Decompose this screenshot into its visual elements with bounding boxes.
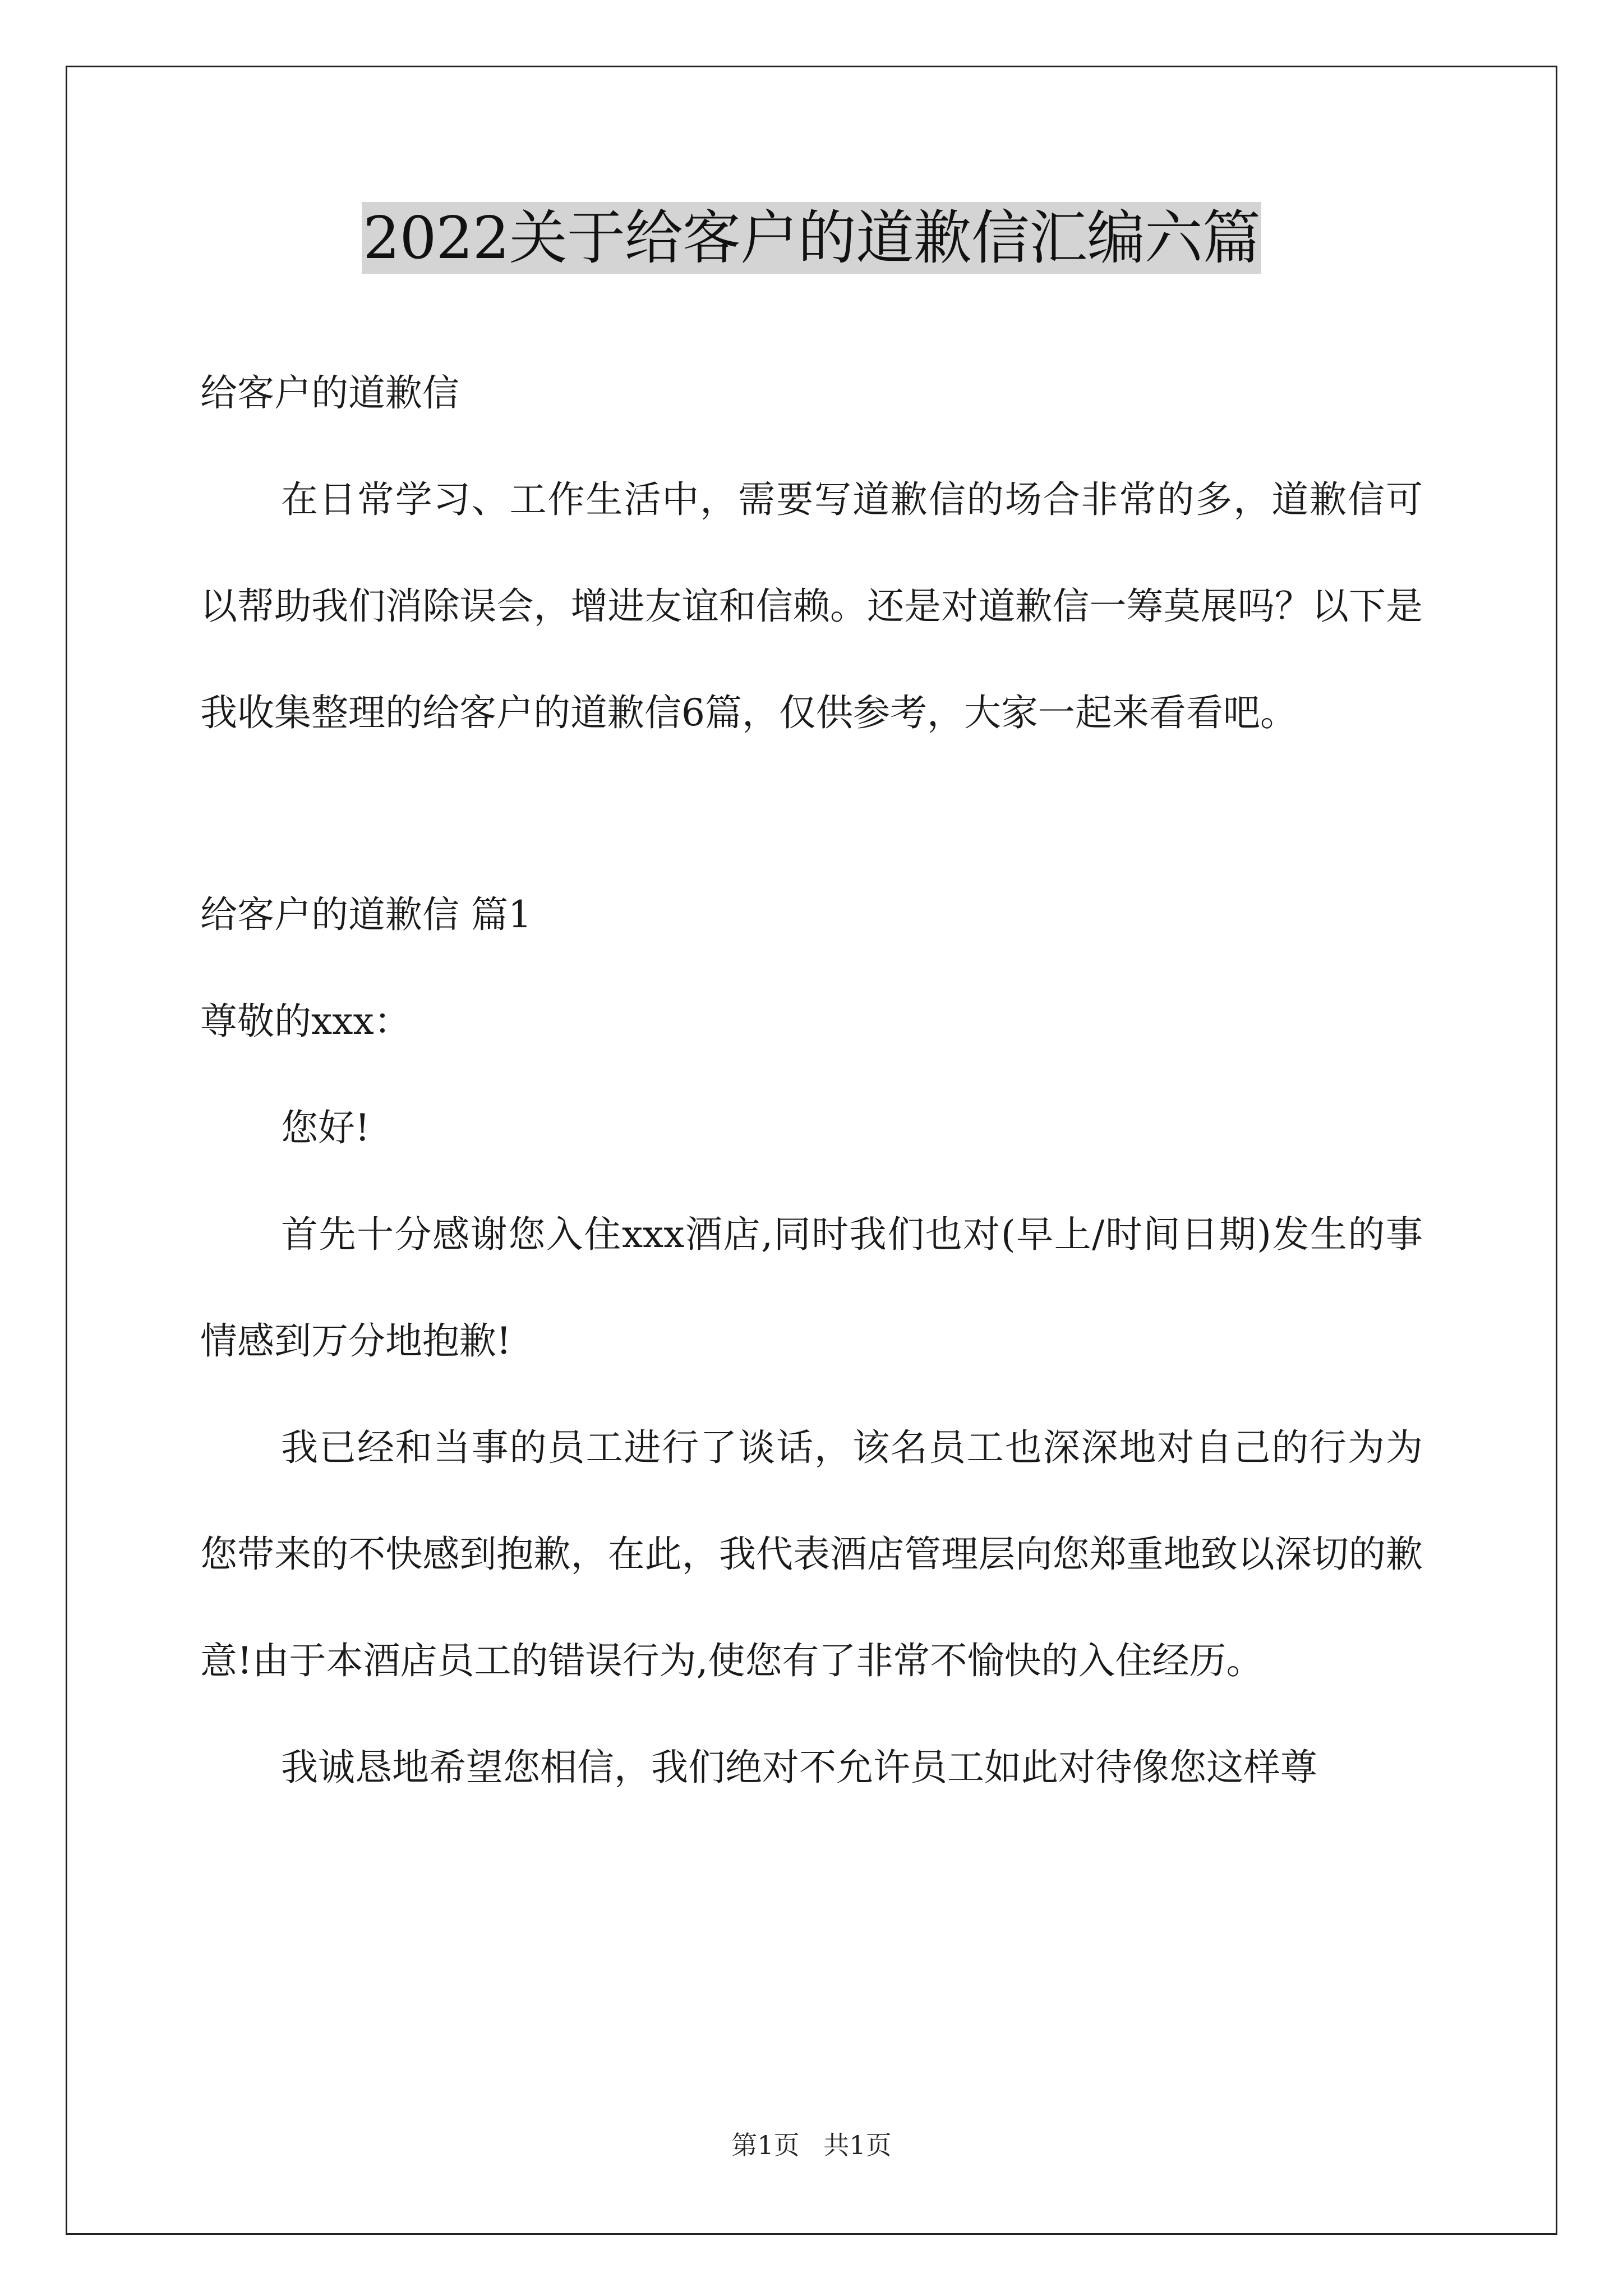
letter-heading: 给客户的道歉信 篇1 (200, 893, 532, 936)
salutation: 尊敬的xxx： (200, 1000, 411, 1043)
body-paragraph: 我诚恳地希望您相信，我们绝对不允许员工如此对待像您这样尊 (281, 1746, 1317, 1789)
intro-paragraph: 在日常学习、工作生活中，需要写道歉信的场合非常的多，道歉信可以帮助我们消除误会，增进友谊和信赖。还是对道歉信一筹莫展吗？以下是我收集整理的给客户的道歉信6篇，仅供参考，大家一起来看看吧。 (200, 478, 1423, 734)
page-number: 第1页 (731, 2130, 800, 2160)
document-body (200, 202, 1423, 1821)
body-paragraph: 首先十分感谢您入住xxx酒店,同时我们也对(早上/时间日期)发生的事情感到万分地抱歉! (200, 1213, 1423, 1363)
title-wrapper (200, 202, 1423, 274)
page-footer (0, 2128, 1623, 2162)
section-heading: 给客户的道歉信 (200, 371, 459, 415)
body-paragraph: 我已经和当事的员工进行了谈话，该名员工也深深地对自己的行为为您带来的不快感到抱歉，在此，我代表酒店管理层向您郑重地致以深切的歉意!由于本酒店员工的错误行为,使您有了非常不愉快的入住经历。 (200, 1426, 1423, 1682)
page-total: 共1页 (823, 2130, 892, 2160)
greeting: 您好! (281, 1106, 370, 1149)
document-title: 2022关于给客户的道歉信汇编六篇 (362, 202, 1261, 274)
